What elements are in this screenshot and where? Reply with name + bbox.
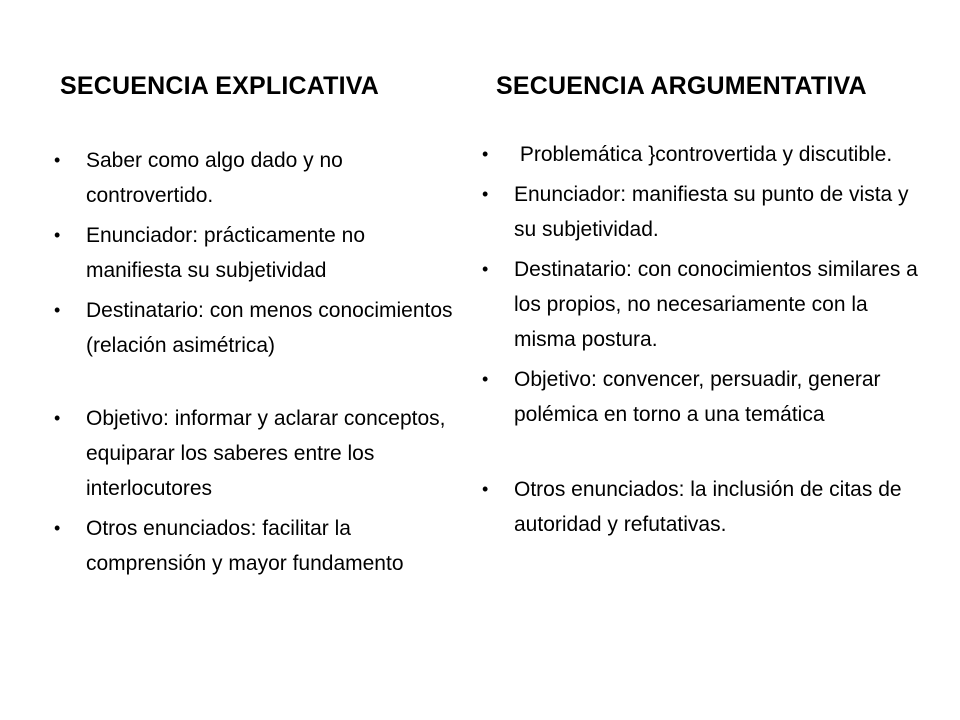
explicativa-item-text: Enunciador: prácticamente no manifiesta su subjetividad xyxy=(86,224,365,282)
bullet-icon: • xyxy=(482,184,489,204)
explicativa-item-saber xyxy=(54,143,464,213)
argumentativa-item-otros xyxy=(482,472,922,542)
bullet-icon: • xyxy=(54,225,61,245)
bullet-icon: • xyxy=(482,479,489,499)
bullet-icon: • xyxy=(54,150,61,170)
bullet-icon: • xyxy=(482,144,489,164)
argumentativa-item-problematica xyxy=(482,137,922,172)
bullet-icon: • xyxy=(482,369,489,389)
explicativa-item-text: Objetivo: informar y aclarar conceptos, equiparar los saberes entre los interlocutores xyxy=(86,407,446,500)
heading-secuencia-explicativa: SECUENCIA EXPLICATIVA xyxy=(60,72,380,100)
explicativa-item-text: Destinatario: con menos conocimientos (relación asimétrica) xyxy=(86,299,453,357)
argumentativa-item-text: Otros enunciados: la inclusión de citas de autoridad y refutativas. xyxy=(514,478,902,536)
explicativa-item-text: Otros enunciados: facilitar la comprensión y mayor fundamento xyxy=(86,517,404,575)
heading-secuencia-argumentativa: SECUENCIA ARGUMENTATIVA xyxy=(496,72,867,100)
argumentativa-item-text: Objetivo: convencer, persuadir, generar polémica en torno a una temática xyxy=(514,368,881,426)
argumentativa-item-text: Problemática }controvertida y discutible. xyxy=(514,143,893,166)
bullet-icon: • xyxy=(54,300,61,320)
explicativa-list xyxy=(54,143,464,586)
argumentativa-item-enunciador xyxy=(482,177,922,247)
explicativa-item-otros xyxy=(54,511,464,581)
bullet-icon: • xyxy=(54,408,61,428)
argumentativa-item-destinatario xyxy=(482,252,922,357)
explicativa-item-objetivo xyxy=(54,401,464,506)
argumentativa-item-text: Enunciador: manifiesta su punto de vista y su subjetividad. xyxy=(514,183,909,241)
explicativa-item-text: Saber como algo dado y no controvertido. xyxy=(86,149,343,207)
explicativa-item-destinatario xyxy=(54,293,464,363)
bullet-icon: • xyxy=(482,259,489,279)
argumentativa-item-text: Destinatario: con conocimientos similares a los propios, no necesariamente con la misma postura. xyxy=(514,258,918,351)
bullet-icon: • xyxy=(54,518,61,538)
argumentativa-list xyxy=(482,137,922,547)
argumentativa-item-objetivo xyxy=(482,362,922,432)
explicativa-item-enunciador xyxy=(54,218,464,288)
